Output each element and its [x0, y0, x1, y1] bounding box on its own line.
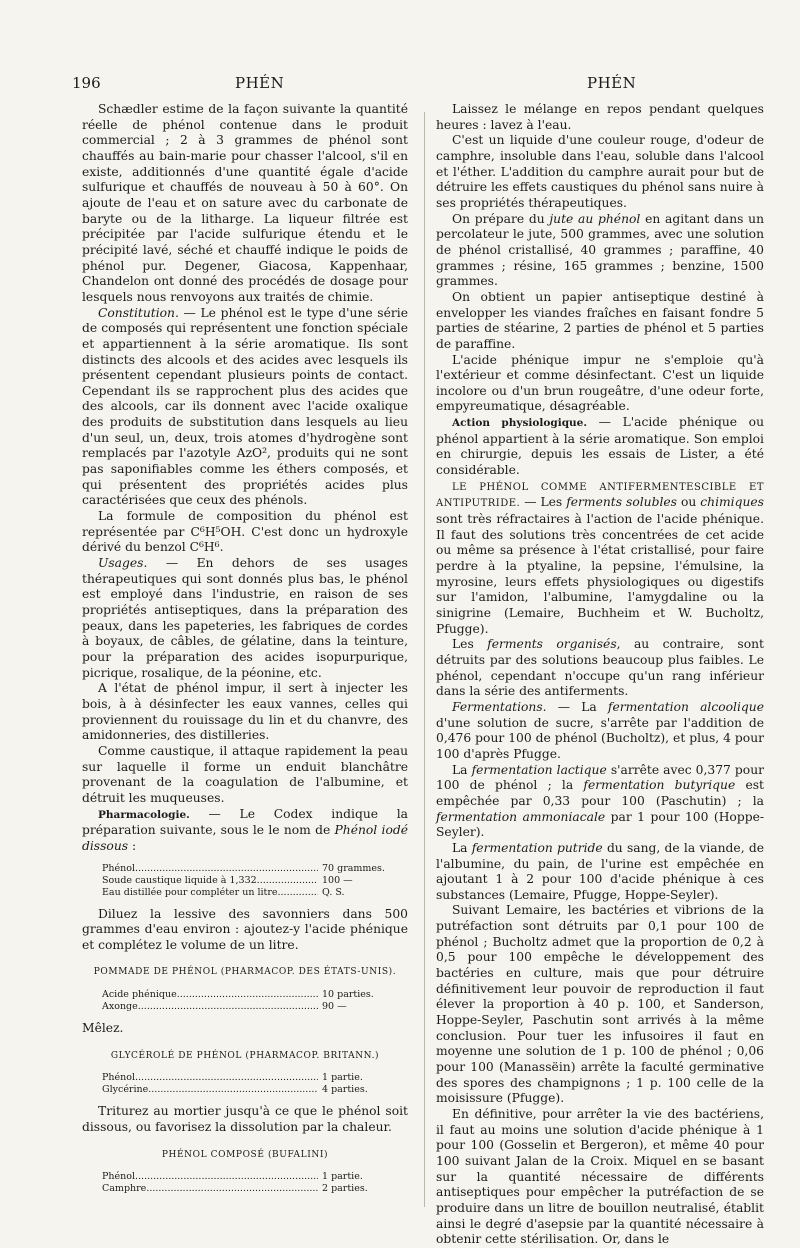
paragraph: Action physiologique. — L'acide phénique ou phénol appartient à la série aromatique. Son emploi en chirurgie, depuis les essais de Lister, a été considérable. — [436, 415, 764, 478]
paragraph: Les ferments organisés, au contraire, sont détruits par des solutions beaucoup plus faibles. Le phénol, cependant n'occupe qu'un rang inférieur dans la série des antiferments. — [436, 637, 764, 699]
recipe-line: Eau distillée pour compléter un litre ..... Q. S. — [102, 887, 392, 899]
section-heading: LE PHÉNOL COMME ANTIFERMENTESCIBLE ET ANTIPUTRIDE. — [436, 481, 764, 510]
right-running-title: PHÉN — [587, 74, 637, 92]
paragraph: Fermentations. — La fermentation alcoolique d'une solution de sucre, s'arrête par l'addition de 0,476 pour 100 de phénol (Bucholtz), et plus, 4 pour 100 d'après Pfugge. — [436, 699, 764, 761]
paragraph: On prépare du jute au phénol en agitant dans un percolateur le jute, 500 grammes, avec une solution de phénol cristallisé, 40 grammes ; paraffine, 40 grammes ; résine, 165 grammes ; benzine, 1500 grammes. — [436, 211, 764, 289]
paragraph: Schædler estime de la façon suivante la quantité réelle de phénol contenue dans le produit commercial ; 2 à 3 grammes de phénol sont chauffés au bain-marie pour chasser l'alcool, s'il en existe, additionnés d'une quantité égale d'acide sulfurique et chauffés de nouveau à 50 à 60°. On ajoute de l'eau et on sature avec du carbonate de baryte ou de la litharge. La liqueur filtrée est précipitée par l'acide sulfurique étendu et le précipité lavé, séché et chauffé indique le poids de phénol pur. Degener, Giacosa, Kappenhaar, Chandelon ont donné des procédés de dosage pour lesquels nous renvoyons aux traités de chimie. — [82, 102, 408, 304]
paragraph: Comme caustique, il attaque rapidement la peau sur laquelle il forme un enduit blanchâtre provenant de la coagulation de l'albumine, et détruit les muqueuses. — [82, 743, 408, 805]
left-running-title: PHÉN — [235, 74, 285, 92]
section-heading: Constitution. — [98, 305, 179, 320]
paragraph: C'est un liquide d'une couleur rouge, d'odeur de camphre, insoluble dans l'eau, soluble dans l'alcool et l'éther. L'addition du camphre aurait pour but de détruire les effets caustiques du phénol sans nuire à ses propriétés thérapeutiques. — [436, 133, 764, 210]
paragraph: A l'état de phénol impur, il sert à injecter les bois, à à désinfecter les eaux vannes, celles qui proviennent du rouissage du lin et du chanvre, des amidonneries, des distilleries. — [82, 681, 408, 743]
recipe-line: Glycérine ..... 4 parties. — [102, 1084, 392, 1096]
recipe-glycerole — [102, 1072, 392, 1096]
section-heading: Action physiologique. — [452, 417, 588, 430]
page-number: 196 — [72, 74, 101, 92]
paragraph: L'acide phénique impur ne s'emploie qu'à l'extérieur et comme désinfectant. C'est un liquide incolore ou d'un brun rougeâtre, d'une odeur forte, empyreumatique, désagréable. — [436, 352, 764, 414]
paragraph: On obtient un papier antiseptique destiné à envelopper les viandes fraîches en faisant fondre 5 parties de stéarine, 2 parties de phénol et 5 parties de paraffine. — [436, 289, 764, 351]
recipe-line: Soude caustique liquide à 1,332 ..... 100 — — [102, 875, 392, 887]
recipe-line: Phénol ..... 70 grammes. — [102, 863, 392, 875]
section-heading: Usages. — [98, 556, 148, 571]
recipe-title: GLYCÉROLÉ DE PHÉNOL (PHARMACOP. BRITANN.) — [110, 1050, 380, 1061]
column-divider — [424, 112, 425, 1207]
recipe-line: Phénol ..... 1 partie. — [102, 1171, 392, 1183]
paragraph: La formule de composition du phénol est représentée par C⁶H⁵OH. C'est donc un hydroxyle dérivé du benzol C⁶H⁶. — [82, 509, 408, 555]
running-header — [72, 74, 748, 94]
paragraph: Triturez au mortier jusqu'à ce que le phénol soit dissous, ou favorisez la dissolution par la chaleur. — [82, 1104, 408, 1135]
section-heading: Pharmacologie. — [98, 808, 190, 821]
left-column — [82, 102, 408, 1203]
paragraph: Diluez la lessive des savonniers dans 500 grammes d'eau environ : ajoutez-y l'acide phénique et complétez le volume de un litre. — [82, 906, 408, 952]
recipe-title: PHÉNOL COMPOSÉ (BUFALINI) — [161, 1149, 329, 1160]
paragraph: LE PHÉNOL COMME ANTIFERMENTESCIBLE ET ANTIPUTRIDE. — Les ferments solubles ou chimiques sont très réfractaires à l'action de l'acide phénique. Il faut des solutions très concentrées de cet acide ou même sa présence à l'état cristallisé, pour faire perdre à la ptyaline, la pepsine, l'émulsine, la myrosine, leurs effets physiologiques ou digestifs sur l'amidon, l'albumine, l'amygdaline ou la sinigrine (Lemaire, Buchheim et W. Bucholtz, Pfugge). — [436, 481, 764, 636]
paragraph: Pharmacologie. — Le Codex indique la préparation suivante, sous le le nom de Phénol iodé dissous : — [82, 806, 408, 853]
recipe-line: Axonge ..... 90 — — [102, 1001, 392, 1013]
section-heading: Fermentations. — [452, 699, 547, 714]
recipe-line: Acide phénique ..... 10 parties. — [102, 989, 392, 1001]
paragraph: Constitution. — Le phénol est le type d'une série de composés qui représentent une fonction spéciale et appartiennent à la série aromatique. Ils sont distincts des alcools et des acides avec lesquels ils présentent cependant plusieurs points de contact. Cependant ils se rapprochent plus des acides que des alcools, car ils donnent avec l'acide oxalique des produits de substitution dans lesquels au lieu d'un seul, un, deux, trois atomes d'hydrogène sont remplacés par l'azotyle AzO², produits qui ne sont pas saponifiables comme les éthers composés, et qui présentent des propriétés acides plus caractérisées que ceux des phénols. — [82, 305, 408, 508]
paragraph: La fermentation lactique s'arrête avec 0,377 pour 100 de phénol ; la fermentation butyrique est empêchée par 0,33 pour 100 (Paschutin) ; la fermentation ammoniacale par 1 pour 100 (Hoppe-Seyler). — [436, 762, 764, 840]
paragraph: Suivant Lemaire, les bactéries et vibrions de la putréfaction sont détruits par 0,1 pour 100 de phénol ; Bucholtz admet que la proportion de 0,2 à 0,5 pour 100 empêche le développement des bactéries en culture, mais que pour détruire définitivement leur pouvoir de reproduction il faut élever la proportion à 40 p. 100, et Sanderson, Hoppe-Seyler, Paschutin sont arrivés à la même conclusion. Pour tuer les infusoires il faut en moyenne une solution de 1 p. 100 de phénol ; 0,06 pour 100 (Manassëin) arrête la faculté germinative des spores des champignons ; 1 p. 100 celle de la moisissure (Pfugge). — [436, 903, 764, 1106]
paragraph: En définitive, pour arrêter la vie des bactériens, il faut au moins une solution d'acide phénique à 1 pour 100 (Gosselin et Bergeron), et même 40 pour 100 suivant Jalan de la Croix. Miquel en se basant sur la quantité nécessaire de différents antiseptiques pour empêcher la putréfaction de se produire dans un litre de bouillon neutralisé, établit ainsi le degré d'asepsie par la quantité nécessaire à obtenir cette stérilisation. Or, dans le — [436, 1107, 764, 1247]
recipe-pommade — [102, 989, 392, 1013]
recipe-title: POMMADE DE PHÉNOL (PHARMACOP. DES ÉTATS-UNIS). — [93, 967, 397, 978]
paragraph: Laissez le mélange en repos pendant quelques heures : lavez à l'eau. — [436, 102, 764, 132]
right-column — [436, 102, 764, 1248]
paragraph: Usages. — En dehors de ses usages thérapeutiques qui sont donnés plus bas, le phénol est employé dans l'industrie, en raison de ses propriétés antiseptiques, dans la préparation des peaux, dans les papeteries, les fabriques de cordes à boyaux, de câbles, de gélatine, dans la teinture, pour la préparation des acides isopurpurique, picrique, rosalique, de la péonine, etc. — [82, 556, 408, 680]
recipe-line: Phénol ..... 1 partie. — [102, 1072, 392, 1084]
recipe-phenol-compose — [102, 1171, 392, 1195]
instruction: Mêlez. — [82, 1021, 124, 1036]
recipe-line: Camphre ..... 2 parties. — [102, 1183, 392, 1195]
paragraph: La fermentation putride du sang, de la viande, de l'albumine, du pain, de l'urine est empêchée en ajoutant 1 à 2 pour 100 d'acide phénique à ces substances (Lemaire, Pfugge, Hoppe-Seyler). — [436, 840, 764, 902]
recipe-phenol-iode — [102, 863, 392, 899]
